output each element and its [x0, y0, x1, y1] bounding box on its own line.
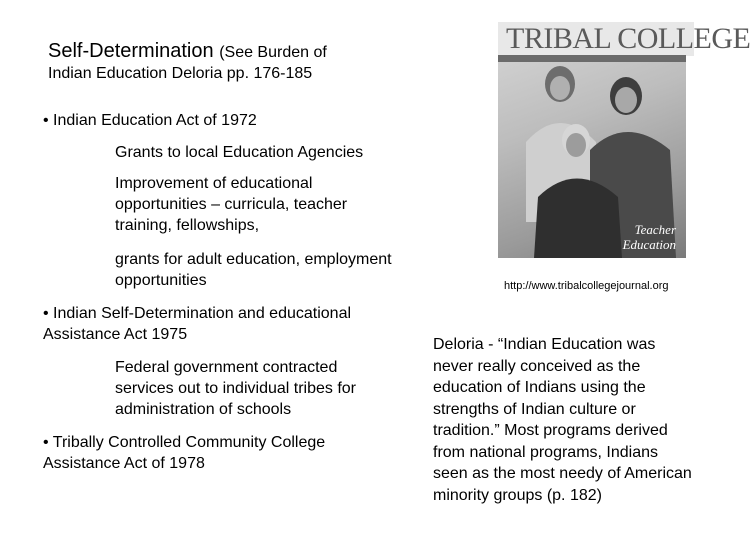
bullet-tribally-controlled-act: • Tribally Controlled Community College Assistance Act of 1978 — [43, 434, 326, 472]
cover-caption-line2: Education — [622, 237, 676, 252]
sub-bullet-adult-education: grants for adult education, employment opportunities — [115, 251, 392, 289]
sub-bullet-improvement: Improvement of educational opportunities – curricula, teacher training, fellowships, — [115, 175, 348, 234]
magazine-cover-image — [498, 22, 750, 258]
cover-caption — [623, 222, 676, 252]
deloria-quote: Deloria - “Indian Education was never really conceived as the education of Indians using the strengths of Indian culture or tradition.” Most programs derived from national programs, Indians seen as the most needy of American minority groups (p. 182) — [433, 336, 692, 504]
sub-bullet-federal-contracts: Federal government contracted services out to individual tribes for administration of schools — [115, 359, 356, 418]
slide-title — [48, 38, 327, 66]
sub-bullet-grants: Grants to local Education Agencies — [115, 144, 364, 161]
title-line-2: Indian Education Deloria pp. 176-185 — [48, 65, 313, 82]
bullet-indian-education-act: • Indian Education Act of 1972 — [43, 112, 257, 129]
title-small: (See Burden of — [219, 44, 327, 61]
bullet-self-determination-act: • Indian Self-Determination and educational Assistance Act 1975 — [43, 305, 352, 343]
magazine-masthead: TRIBAL COLLEGE — [498, 22, 694, 56]
source-url: http://www.tribalcollegejournal.org — [504, 280, 669, 292]
cover-caption-line1: Teacher — [634, 222, 676, 237]
title-main: Self-Determination — [48, 40, 220, 62]
